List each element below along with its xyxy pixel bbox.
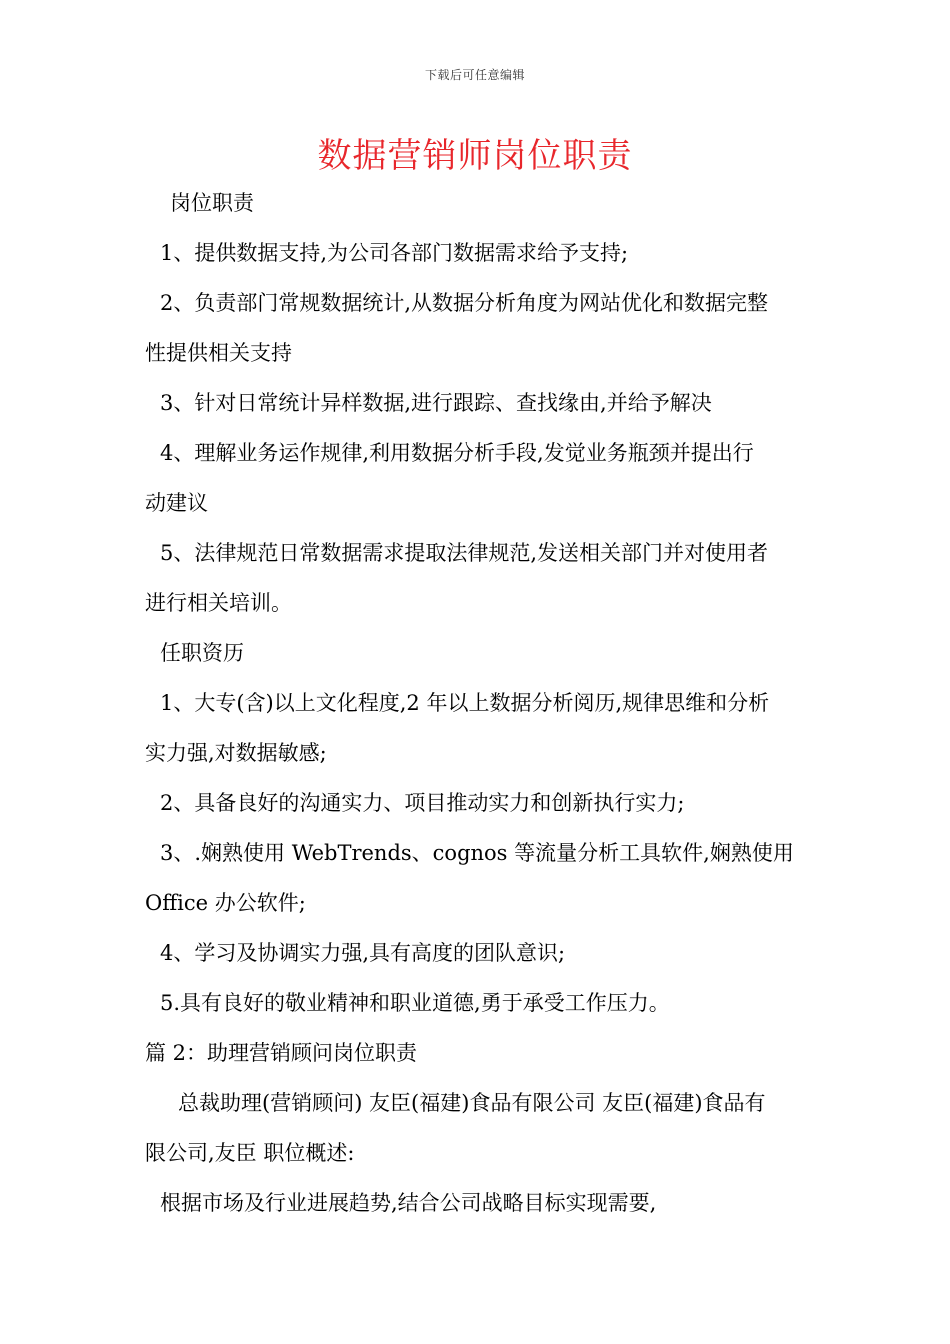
paragraph-line: 2、负责部门常规数据统计,从数据分析角度为网站优化和数据完整 bbox=[160, 291, 769, 315]
paragraph-line: 动建议 bbox=[145, 491, 208, 515]
section-heading-part2: 篇 2：助理营销顾问岗位职责 bbox=[145, 1041, 418, 1065]
paragraph-line: Office 办公软件; bbox=[145, 891, 306, 915]
paragraph-line: 5、法律规范日常数据需求提取法律规范,发送相关部门并对使用者 bbox=[160, 541, 769, 565]
paragraph-line: 总裁助理(营销顾问) 友臣(福建)食品有限公司 友臣(福建)食品有 bbox=[178, 1091, 766, 1115]
document-body bbox=[145, 178, 810, 1228]
paragraph-line: 5.具有良好的敬业精神和职业道德,勇于承受工作压力。 bbox=[160, 991, 670, 1015]
paragraph-line: 实力强,对数据敏感; bbox=[145, 741, 327, 765]
section-heading-duties: 岗位职责 bbox=[170, 191, 254, 215]
document-title: 数据营销师岗位职责 bbox=[317, 136, 633, 176]
paragraph-line: 性提供相关支持 bbox=[145, 341, 292, 365]
paragraph-line: 2、具备良好的沟通实力、项目推动实力和创新执行实力; bbox=[160, 791, 685, 815]
paragraph-line: 根据市场及行业进展趋势,结合公司战略目标实现需要, bbox=[160, 1191, 657, 1215]
header-note: 下载后可任意编辑 bbox=[424, 68, 525, 82]
paragraph-line: 4、理解业务运作规律,利用数据分析手段,发觉业务瓶颈并提出行 bbox=[160, 441, 754, 465]
section-heading-qualifications: 任职资历 bbox=[160, 641, 244, 665]
paragraph-line: 3、.娴熟使用 WebTrends、cognos 等流量分析工具软件,娴熟使用 bbox=[160, 841, 794, 865]
paragraph-line: 限公司,友臣 职位概述: bbox=[145, 1141, 355, 1165]
paragraph-line: 1、大专(含)以上文化程度,2 年以上数据分析阅历,规律思维和分析 bbox=[160, 691, 770, 715]
paragraph-line: 3、针对日常统计异样数据,进行跟踪、查找缘由,并给予解决 bbox=[160, 391, 712, 415]
paragraph-line: 进行相关培训。 bbox=[145, 591, 292, 615]
paragraph-line: 1、提供数据支持,为公司各部门数据需求给予支持; bbox=[160, 241, 629, 265]
paragraph-line: 4、学习及协调实力强,具有高度的团队意识; bbox=[160, 941, 566, 965]
